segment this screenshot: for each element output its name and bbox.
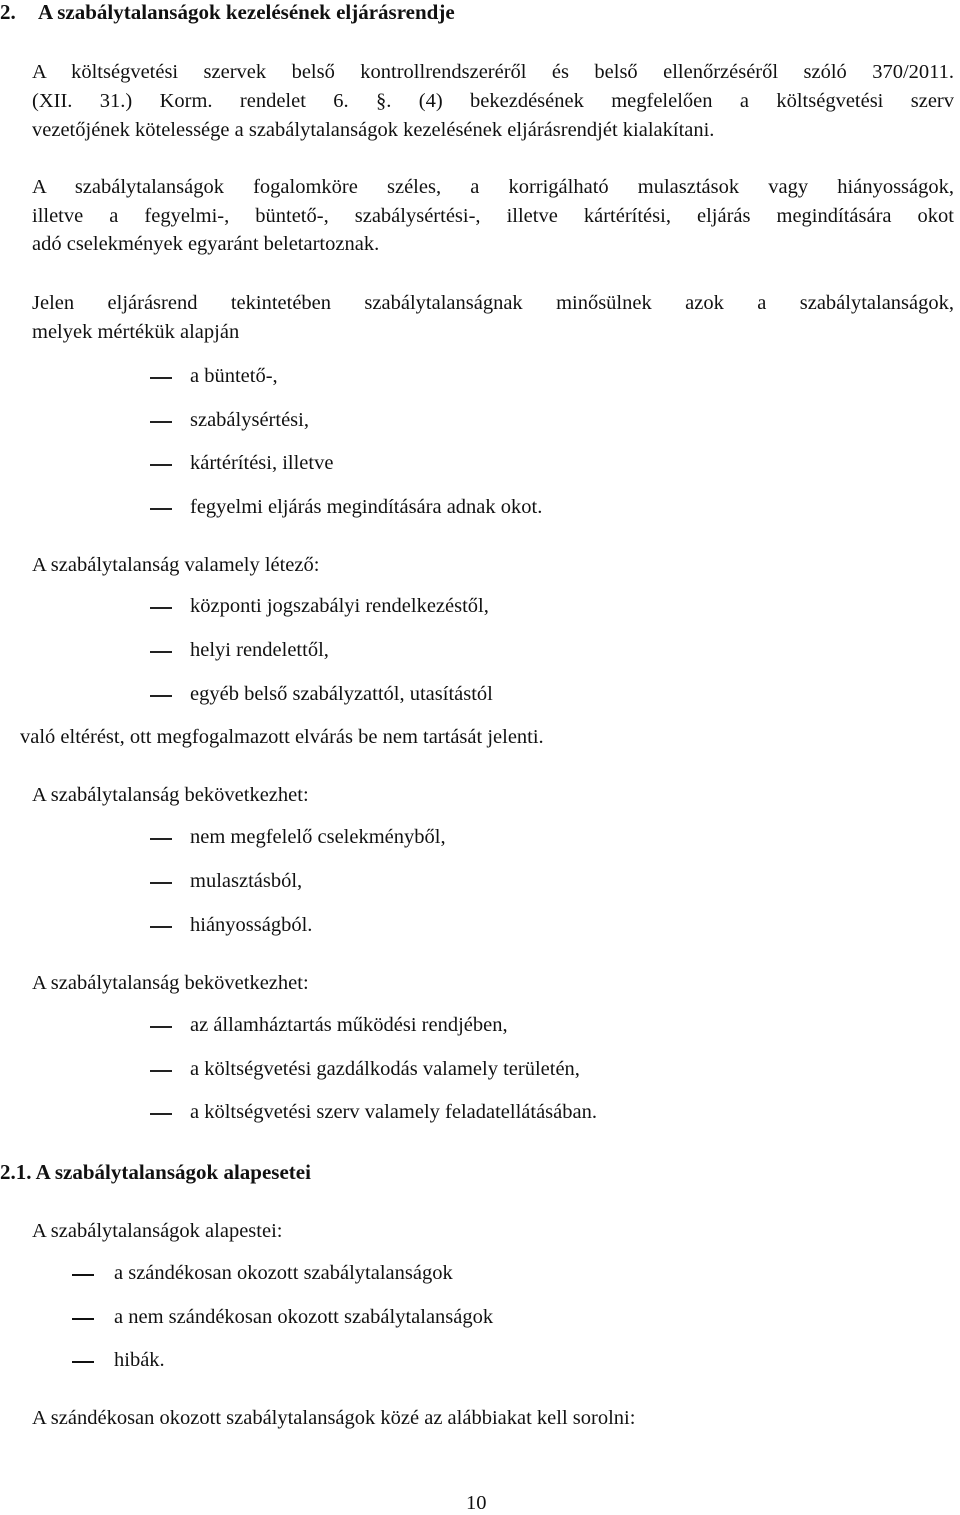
list-dash-icon	[150, 377, 172, 379]
list-dash-icon	[72, 1318, 94, 1320]
paragraph-line: (XII. 31.) Korm. rendelet 6. §. (4) bekezdésének megfelelően a költségvetési szerv	[32, 90, 954, 112]
list-dash-icon	[150, 607, 172, 609]
list-item: központi jogszabályi rendelkezéstől,	[190, 595, 489, 617]
list-item: az államháztartás működési rendjében,	[190, 1014, 508, 1036]
list-item: a költségvetési szerv valamely feladatellátásában.	[190, 1101, 597, 1123]
list-dash-icon	[150, 882, 172, 884]
list-item: a szándékosan okozott szabálytalanságok	[114, 1262, 453, 1284]
list-item: fegyelmi eljárás megindítására adnak okot.	[190, 496, 543, 518]
list-dash-icon	[150, 926, 172, 928]
page-number: 10	[466, 1492, 487, 1514]
list-dash-icon	[150, 1070, 172, 1072]
list-item: egyéb belső szabályzattól, utasítástól	[190, 683, 493, 705]
paragraph-line: Jelen eljárásrend tekintetében szabálytalanságnak minősülnek azok a szabálytalanságok,	[32, 292, 954, 314]
list-dash-icon	[150, 1113, 172, 1115]
list-dash-icon	[150, 464, 172, 466]
paragraph-line: A szabálytalanság valamely létező:	[32, 554, 320, 576]
subsection-number: 2.1.	[0, 1160, 32, 1184]
section-number: 2.	[0, 0, 16, 24]
list-dash-icon	[150, 508, 172, 510]
paragraph-line: A szabálytalanság bekövetkezhet:	[32, 972, 309, 994]
list-item: kártérítési, illetve	[190, 452, 334, 474]
list-item: a költségvetési gazdálkodás valamely területén,	[190, 1058, 580, 1080]
paragraph-line: adó cselekmények egyaránt beletartoznak.	[32, 233, 380, 255]
list-dash-icon	[150, 1026, 172, 1028]
paragraph-line: A szabálytalanság bekövetkezhet:	[32, 784, 309, 806]
list-item: hiányosságból.	[190, 914, 313, 936]
list-item: a nem szándékosan okozott szabálytalanságok	[114, 1306, 494, 1328]
paragraph-line: illetve a fegyelmi-, büntető-, szabálysértési-, illetve kártérítési, eljárás megindítására okot	[32, 205, 954, 227]
paragraph-line: vezetőjének kötelessége a szabálytalanságok kezelésének eljárásrendjét kialakítani.	[32, 119, 715, 141]
list-item: helyi rendelettől,	[190, 639, 329, 661]
list-dash-icon	[150, 838, 172, 840]
paragraph-line: való eltérést, ott megfogalmazott elvárás be nem tartását jelenti.	[20, 726, 544, 748]
paragraph-line: A szándékosan okozott szabálytalanságok közé az alábbiakat kell sorolni:	[32, 1407, 636, 1429]
paragraph-line: A költségvetési szervek belső kontrollrendszeréről és belső ellenőrzéséről szóló 370/2011.	[32, 61, 954, 83]
paragraph-line: A szabálytalanságok fogalomköre széles, a korrigálható mulasztások vagy hiányosságok,	[32, 176, 954, 198]
list-item: mulasztásból,	[190, 870, 303, 892]
section-title: A szabálytalanságok kezelésének eljárásrendje	[38, 0, 455, 24]
list-dash-icon	[150, 695, 172, 697]
list-dash-icon	[72, 1361, 94, 1363]
list-dash-icon	[72, 1274, 94, 1276]
list-item: nem megfelelő cselekményből,	[190, 826, 446, 848]
paragraph-line: melyek mértékük alapján	[32, 321, 240, 343]
paragraph-line: A szabálytalanságok alapestei:	[32, 1220, 283, 1242]
list-dash-icon	[150, 651, 172, 653]
subsection-title: A szabálytalanságok alapesetei	[35, 1160, 311, 1184]
list-dash-icon	[150, 421, 172, 423]
subsection-heading	[0, 1160, 311, 1184]
list-item: a büntető-,	[190, 365, 278, 387]
list-item: hibák.	[114, 1349, 165, 1371]
section-heading	[0, 0, 455, 24]
list-item: szabálysértési,	[190, 409, 309, 431]
